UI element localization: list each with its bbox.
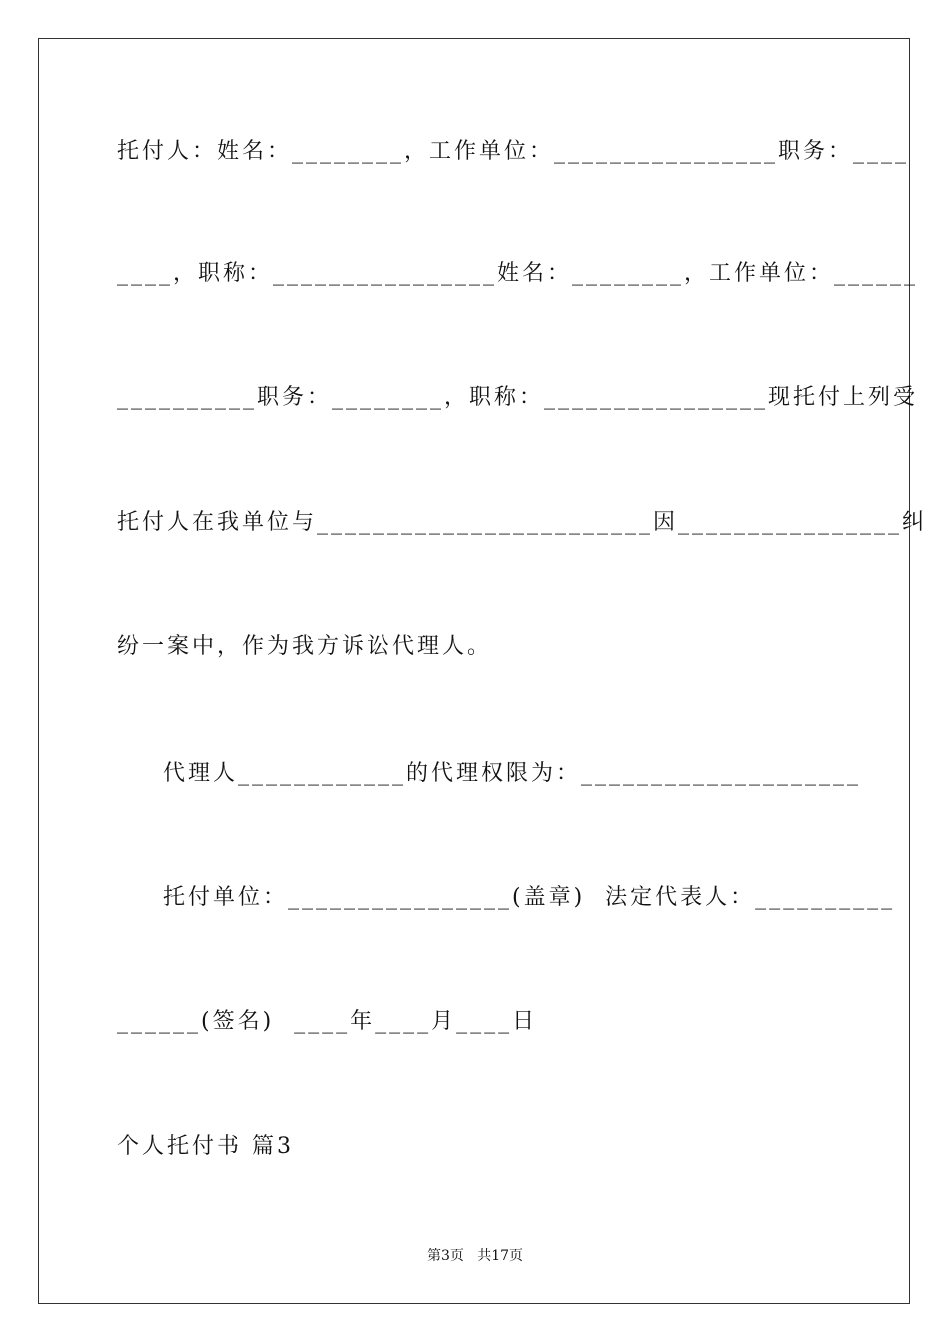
text-line-5: 纷一案中，作为我方诉讼代理人。: [117, 634, 493, 659]
page-border: [38, 38, 910, 1304]
text-line-1: 托付人：姓名：________，工作单位：________________职务：____: [117, 139, 910, 164]
section-heading: 个人托付书 篇3: [117, 1134, 294, 1159]
page-footer: 第3页 共17页: [426, 1248, 524, 1264]
text-line-4: 托付人在我单位与________________________因________________纠: [117, 510, 928, 535]
text-line-8: ______(签名) ____年____月____日: [117, 1009, 538, 1034]
text-line-7: 托付单位：________________(盖章) 法定代表人：__________: [163, 885, 896, 910]
text-line-2: ____，职称：________________姓名：________，工作单位：______: [117, 261, 919, 286]
text-line-6: 代理人____________的代理权限为：____________________: [163, 761, 862, 786]
text-line-3: __________职务：________，职称：________________现托付上列受: [117, 385, 919, 410]
